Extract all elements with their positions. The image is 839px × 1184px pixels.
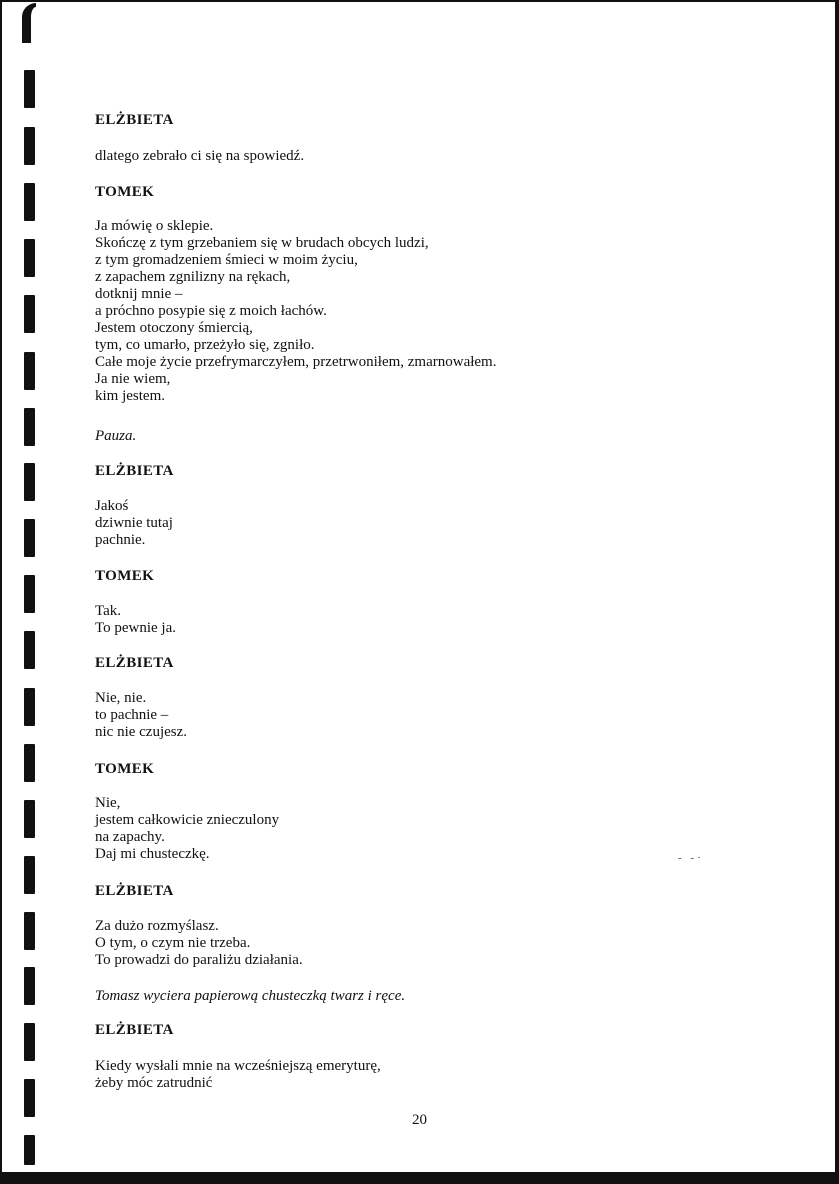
binding-hole [24, 744, 35, 782]
dialogue-line: z tym gromadzeniem śmieci w moim życiu, [95, 252, 358, 268]
speaker-name: TOMEK [95, 568, 155, 584]
binding-hole [24, 800, 35, 838]
speaker-name: ELŻBIETA [95, 1022, 174, 1038]
binding-hole [24, 519, 35, 557]
dialogue-line: a próchno posypie się z moich łachów. [95, 303, 327, 319]
scan-mark: - -· [678, 852, 704, 864]
dialogue-line: żeby móc zatrudnić [95, 1075, 213, 1091]
dialogue-block [95, 690, 187, 741]
dialogue-line: kim jestem. [95, 388, 165, 404]
dialogue-line: Ja mówię o sklepie. [95, 218, 214, 234]
dialogue-line: Za dużo rozmyślasz. [95, 918, 219, 934]
speaker-name: ELŻBIETA [95, 463, 174, 479]
stage-direction: Pauza. [95, 428, 137, 444]
dialogue-block [95, 218, 496, 405]
binding-hole [24, 70, 35, 108]
binding-hole [24, 688, 35, 726]
dialogue-line: Całe moje życie przefrymarczyłem, przetrwoniłem, zmarnowałem. [95, 354, 497, 370]
dialogue-line: jestem całkowicie znieczulony [95, 812, 280, 828]
binding-hole [24, 912, 35, 950]
dialogue-line: Tak. [95, 603, 122, 619]
dialogue-line: Skończę z tym grzebaniem się w brudach obcych ludzi, [95, 235, 429, 251]
speaker-name: ELŻBIETA [95, 112, 174, 128]
dialogue-line: tym, co umarło, przeżyło się, zgniło. [95, 337, 315, 353]
dialogue-line: to pachnie – [95, 707, 169, 723]
binding-hole [24, 967, 35, 1005]
binding-hole [24, 127, 35, 165]
dialogue-block [95, 498, 173, 549]
binding-hole [24, 856, 35, 894]
binding-hole [24, 408, 35, 446]
stage-direction: Tomasz wyciera papierową chusteczką twarz i ręce. [95, 988, 406, 1004]
binding-hole [24, 463, 35, 501]
dialogue-line: pachnie. [95, 532, 146, 548]
dialogue-line: To pewnie ja. [95, 620, 177, 636]
page-number: 20 [412, 1112, 427, 1128]
dialogue-line: Jestem otoczony śmiercią, [95, 320, 253, 336]
binding-top-curl [22, 3, 36, 43]
binding-hole [24, 183, 35, 221]
dialogue-line: Jakoś [95, 498, 129, 514]
speaker-name: ELŻBIETA [95, 655, 174, 671]
dialogue-line: Ja nie wiem, [95, 371, 171, 387]
binding-hole [24, 1023, 35, 1061]
dialogue-block [95, 918, 303, 969]
dialogue-line: dotknij mnie – [95, 286, 183, 302]
dialogue-line: dziwnie tutaj [95, 515, 173, 531]
speaker-name: TOMEK [95, 184, 155, 200]
dialogue-line: na zapachy. [95, 829, 165, 845]
binding-hole [24, 1135, 35, 1165]
binding-hole [24, 352, 35, 390]
speaker-name: ELŻBIETA [95, 883, 174, 899]
binding-hole [24, 239, 35, 277]
binding-hole [24, 631, 35, 669]
dialogue-line: dlatego zebrało ci się na spowiedź. [95, 148, 305, 164]
dialogue-block [95, 148, 304, 165]
dialogue-line: Nie, nie. [95, 690, 147, 706]
binding-hole [24, 295, 35, 333]
dialogue-block [95, 795, 279, 863]
dialogue-line: nic nie czujesz. [95, 724, 188, 740]
dialogue-line: O tym, o czym nie trzeba. [95, 935, 251, 951]
dialogue-line: z zapachem zgnilizny na rękach, [95, 269, 291, 285]
dialogue-line: Kiedy wysłali mnie na wcześniejszą emeryturę, [95, 1058, 381, 1074]
dialogue-block [95, 603, 176, 637]
dialogue-line: Daj mi chusteczkę. [95, 846, 210, 862]
binding-hole [24, 575, 35, 613]
dialogue-line: Nie, [95, 795, 121, 811]
dialogue-line: To prowadzi do paraliżu działania. [95, 952, 303, 968]
dialogue-block [95, 1058, 381, 1092]
speaker-name: TOMEK [95, 761, 155, 777]
